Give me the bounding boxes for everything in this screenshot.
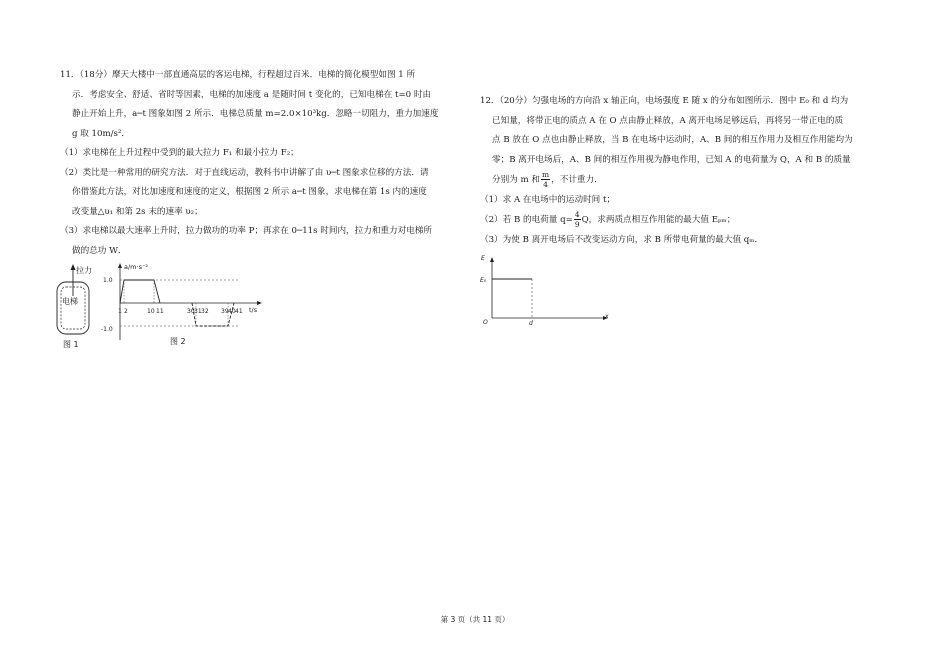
q12-line5-pre: 分别为 m 和 [492,175,540,185]
question-12 [480,92,900,250]
force-label: 拉力 [76,266,92,275]
x-axis-label: x [605,313,609,320]
q11-line: 11．（18分）摩天大楼中一部直通高层的客运电梯，行程超过百米．电梯的简化模型如图 1 所 [60,70,416,80]
q12-line: 12．（20分）匀强电场的方向沿 x 轴正向，电场强度 E 随 x 的分布如图所示．图中 E₀ 和 d 均为 [480,96,849,106]
q12-subquestion-1: （1）求 A 在电场中的运动时间 t； [480,194,616,205]
charge-fraction [574,210,581,229]
y-axis-label: a/m·s⁻² [124,263,148,271]
q11-subquestion-3: （3）求电梯以最大速率上升时，拉力做功的功率 P；再求在 0─11s 时间内，拉力和重力对电梯所 [60,226,432,236]
x-tick-label: 39 [221,308,229,315]
x-tick-label: 30 [187,308,195,315]
e-axis-label: E [481,255,485,262]
question-11 [60,66,475,261]
q12-line: 点 B 放在 O 点也由静止释放，当 B 在电场中运动时，A、B 间的相互作用力及相互作用能均为 [492,135,853,145]
fraction-denominator: 9 [574,220,580,229]
q12-sub2-pre: （2）若 B 的电荷量 q= [480,215,573,225]
x-tick-label: 40 [228,308,236,315]
figure-1-elevator [48,262,104,350]
q11-subquestion-2: （2）类比是一种常用的研究方法．对于直线运动，教科书中讲解了由 υ─t 图象求位移的方法．请 [60,167,429,178]
x-tick-label: 31 [194,308,202,315]
mass-fraction [541,170,550,189]
q12-line: 已知量，将带正电的质点 A 在 O 点由静止释放，A 离开电场足够远后，再将另一带正电的质 [492,115,844,126]
x-axis-label: t/s [249,306,258,314]
q11-subquestion-3-cont: 做的总功 W． [72,245,127,256]
e-axis-arrow-icon [490,257,494,262]
figure-e-x-graph [476,252,616,328]
q11-subquestion-1: （1）求电梯在上升过程中受到的最大拉力 F₁ 和最小拉力 F₂； [60,148,299,158]
y-tick-label: 1.0 [103,277,113,284]
q11-line: 静止开始上升，a─t 图象如图 2 所示．电梯总质量 m=2.0×10³kg．忽略一切阻力，重力加速度 [72,109,439,119]
y-axis-arrow-icon [118,263,122,268]
x-tick-label: 11 [156,308,164,315]
page-footer: 第 3 页（共 11 页） [440,615,510,624]
d-label: d [529,320,533,327]
q11-subquestion-2-cont: 改变量△υ₁ 和第 2s 末的速率 υ₂； [72,206,203,217]
q11-line: g 取 10m/s²． [72,128,130,139]
q12-sub2-post: Q，求两质点相互作用能的最大值 Eₚₘ； [581,215,736,225]
figure-2-at-graph [100,260,275,348]
x-tick-label: 32 [201,308,209,315]
q12-subquestion-2 [480,210,900,231]
x-tick-label: 41 [235,308,243,315]
x-tick-label: 2 [124,308,128,315]
figure-2-caption: 图 2 [170,337,186,346]
q11-line: 示．考虑安全、舒适、省时等因素，电梯的加速度 a 是随时间 t 变化的，已知电梯在 t=0 时由 [72,89,432,100]
y-tick-label: -1.0 [101,326,113,333]
q12-line [480,170,900,191]
arrow-head-icon [71,264,76,270]
e0-label: E₀ [480,277,487,284]
fraction-denominator: 4 [543,180,548,189]
q11-subquestion-2-cont: 你借鉴此方法，对比加速度和速度的定义，根据图 2 所示 a─t 图象，求电梯在第 1s 内的速度 [72,187,427,197]
q12-subquestion-3: （3）为使 B 离开电场后不改变运动方向，求 B 所带电荷量的最大值 qₘ． [480,234,764,245]
x-axis-arrow-icon [257,301,262,305]
fraction-numerator: 4 [574,210,580,219]
figure-1-caption: 图 1 [63,340,79,349]
q12-line: 零；B 离开电场后，A、B 间的相互作用视为静电作用，已知 A 的电荷量为 Q，A 和 B 的质量 [492,154,851,165]
origin-label: O [483,319,488,326]
x-tick-label: 10 [147,308,155,315]
fraction-numerator: m [542,170,550,179]
x-tick-label: 1 [118,308,122,315]
q12-line5-post: ，不计重力． [551,175,603,185]
elevator-label: 电梯 [62,297,78,306]
